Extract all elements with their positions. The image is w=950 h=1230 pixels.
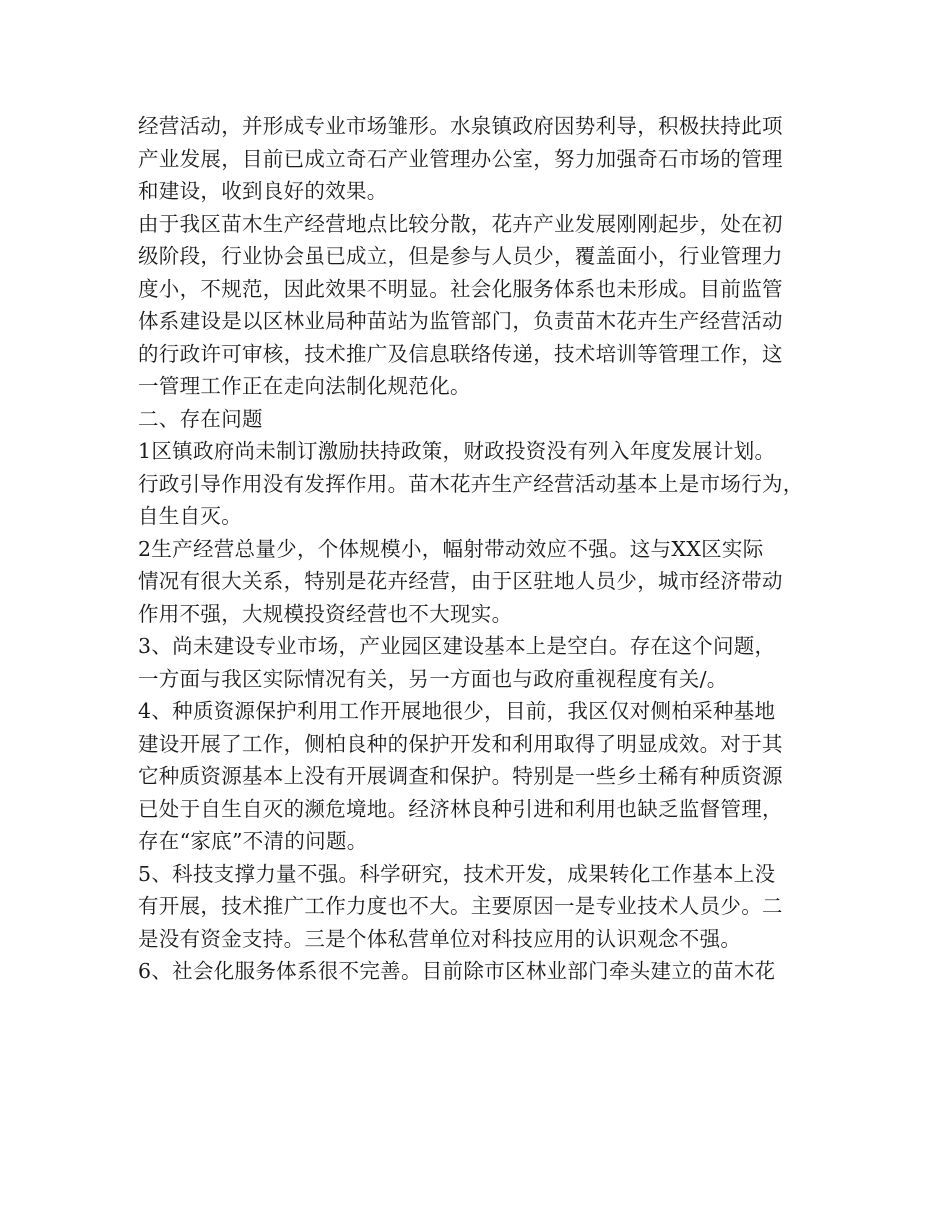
text-line: 是没有资金支持。三是个体私营单位对科技应用的认识观念不强。 [138, 926, 742, 951]
text-line: 它种质资源基本上没有开展调查和保护。特别是一些乡土稀有种质资源 [138, 764, 783, 788]
document-page [138, 110, 838, 988]
text-line: 经营活动，并形成专业市场雏形。水泉镇政府因势利导，积极扶持此项 [138, 114, 783, 138]
text-line: 情况有很大关系，特别是花卉经营，由于区驻地人员少，城市经济带动 [138, 569, 783, 593]
text-line: 6、社会化服务体系很不完善。目前除市区林业部门牵头建立的苗木花 [138, 959, 776, 983]
text-line: 一管理工作正在走向法制化规范化。 [138, 374, 471, 398]
text-line: 和建设，收到良好的效果。 [138, 179, 388, 203]
text-line: 建设开展了工作，侧柏良种的保护开发和利用取得了明显成效。对于其 [138, 731, 783, 756]
text-line: 由于我区苗木生产经营地点比较分散，花卉产业发展刚刚起步，处在初 [138, 211, 783, 236]
text-line: 行政引导作用没有发挥作用。苗木花卉生产经营活动基本上是市场行为， [138, 471, 804, 496]
text-line: 有开展，技术推广工作力度也不大。主要原因一是专业技术人员少。二 [138, 894, 783, 918]
section-heading: 二、存在问题 [138, 406, 263, 431]
text-line: 作用不强，大规模投资经营也不大现实。 [138, 601, 513, 626]
text-line: 体系建设是以区林业局种苗站为监管部门，负责苗木花卉生产经营活动 [138, 309, 783, 333]
text-line: 级阶段，行业协会虽已成立，但是参与人员少，覆盖面小，行业管理力 [138, 244, 783, 268]
text-line: 5、科技支撑力量不强。科学研究，技术开发，成果转化工作基本上没 [138, 861, 776, 886]
text-line: 已处于自生自灭的濒危境地。经济林良种引进和利用也缺乏监督管理， [138, 796, 783, 821]
text-line: 产业发展，目前已成立奇石产业管理办公室，努力加强奇石市场的管理 [138, 146, 783, 171]
text-line: 度小，不规范，因此效果不明显。社会化服务体系也未形成。目前监管 [138, 276, 783, 301]
text-line: 一方面与我区实际情况有关，另一方面也与政府重视程度有关/。 [138, 666, 728, 691]
text-line: 的行政许可审核，技术推广及信息联络传递，技术培训等管理工作，这 [138, 341, 783, 366]
text-line: 1区镇政府尚未制订激励扶持政策，财政投资没有列入年度发展计划。 [138, 439, 776, 463]
text-line: 3、尚未建设专业市场，产业园区建设基本上是空白。存在这个问题， [138, 634, 776, 658]
text-line: 4、种质资源保护利用工作开展地很少，目前，我区仅对侧柏采种基地 [138, 699, 776, 723]
text-line: 存在“家底”不清的问题。 [138, 829, 368, 853]
text-line: 自生自灭。 [138, 504, 242, 528]
text-line: 2生产经营总量少，个体规模小，幅射带动效应不强。这与XX区实际 [138, 536, 764, 561]
